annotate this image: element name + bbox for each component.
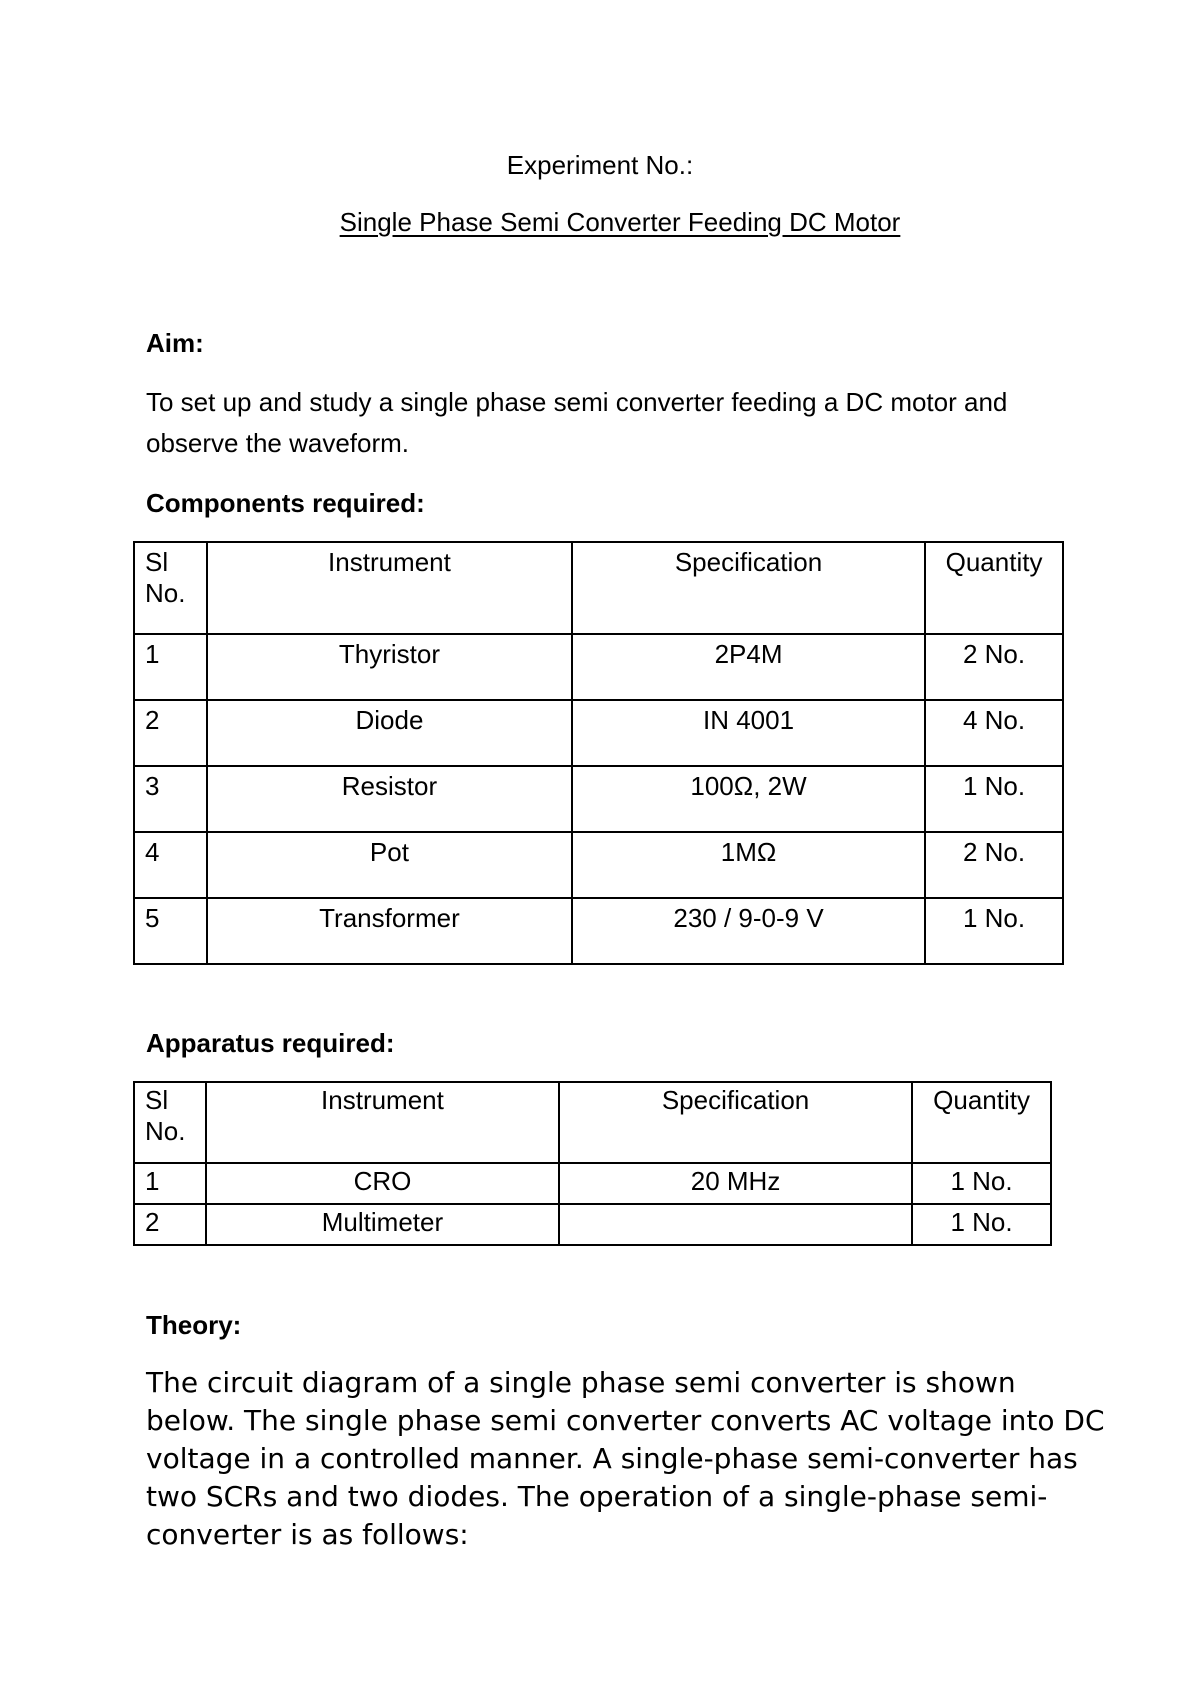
qty-cell: 2 No. <box>925 832 1063 898</box>
sl-cell: 3 <box>134 766 207 832</box>
instrument-cell: Transformer <box>207 898 572 964</box>
instrument-cell: Thyristor <box>207 634 572 700</box>
column-header: Sl No. <box>134 1082 206 1163</box>
experiment-label: Experiment No.: <box>506 150 694 180</box>
sl-cell: 5 <box>134 898 207 964</box>
column-header: Instrument <box>207 542 572 634</box>
apparatus-heading: Apparatus required: <box>146 1028 395 1058</box>
instrument-cell: Multimeter <box>206 1204 559 1245</box>
components-table <box>133 541 1064 965</box>
sl-cell: 1 <box>134 1163 206 1204</box>
table-header-row <box>134 1082 1051 1163</box>
column-header: Specification <box>559 1082 912 1163</box>
aim-text: To set up and study a single phase semi converter feeding a DC motor and observe the waveform. <box>146 387 1008 458</box>
theory-text: The circuit diagram of a single phase semi converter is shown below. The single phase semi converter converts AC voltage into DC voltage in a controlled manner. A single-phase semi-converter has two SCRs and two diodes. The operation of a single-phase semi-converter is as follows: <box>146 1366 1105 1551</box>
qty-cell: 1 No. <box>925 898 1063 964</box>
components-heading: Components required: <box>146 488 425 518</box>
table-row <box>134 1163 1051 1204</box>
table-row <box>134 1204 1051 1245</box>
instrument-cell: Pot <box>207 832 572 898</box>
qty-cell: 1 No. <box>925 766 1063 832</box>
spec-cell: 2P4M <box>572 634 925 700</box>
column-header: Specification <box>572 542 925 634</box>
column-header: Quantity <box>912 1082 1051 1163</box>
instrument-cell: Diode <box>207 700 572 766</box>
table-row <box>134 832 1063 898</box>
column-header: Sl No. <box>134 542 207 634</box>
table-row <box>134 898 1063 964</box>
qty-cell: 1 No. <box>912 1204 1051 1245</box>
column-header: Quantity <box>925 542 1063 634</box>
spec-cell: 230 / 9-0-9 V <box>572 898 925 964</box>
experiment-title: Single Phase Semi Converter Feeding DC Motor <box>339 207 901 237</box>
spec-cell: IN 4001 <box>572 700 925 766</box>
table-header-row <box>134 542 1063 634</box>
spec-cell: 20 MHz <box>559 1163 912 1204</box>
instrument-cell: CRO <box>206 1163 559 1204</box>
table-row <box>134 766 1063 832</box>
qty-cell: 2 No. <box>925 634 1063 700</box>
qty-cell: 1 No. <box>912 1163 1051 1204</box>
sl-cell: 1 <box>134 634 207 700</box>
apparatus-table <box>133 1081 1052 1246</box>
sl-cell: 4 <box>134 832 207 898</box>
spec-cell: 100Ω, 2W <box>572 766 925 832</box>
table-row <box>134 634 1063 700</box>
spec-cell <box>559 1204 912 1245</box>
spec-cell: 1MΩ <box>572 832 925 898</box>
instrument-cell: Resistor <box>207 766 572 832</box>
table-row <box>134 700 1063 766</box>
sl-cell: 2 <box>134 1204 206 1245</box>
aim-heading: Aim: <box>146 328 204 358</box>
column-header: Instrument <box>206 1082 559 1163</box>
qty-cell: 4 No. <box>925 700 1063 766</box>
theory-heading: Theory: <box>146 1310 242 1340</box>
sl-cell: 2 <box>134 700 207 766</box>
